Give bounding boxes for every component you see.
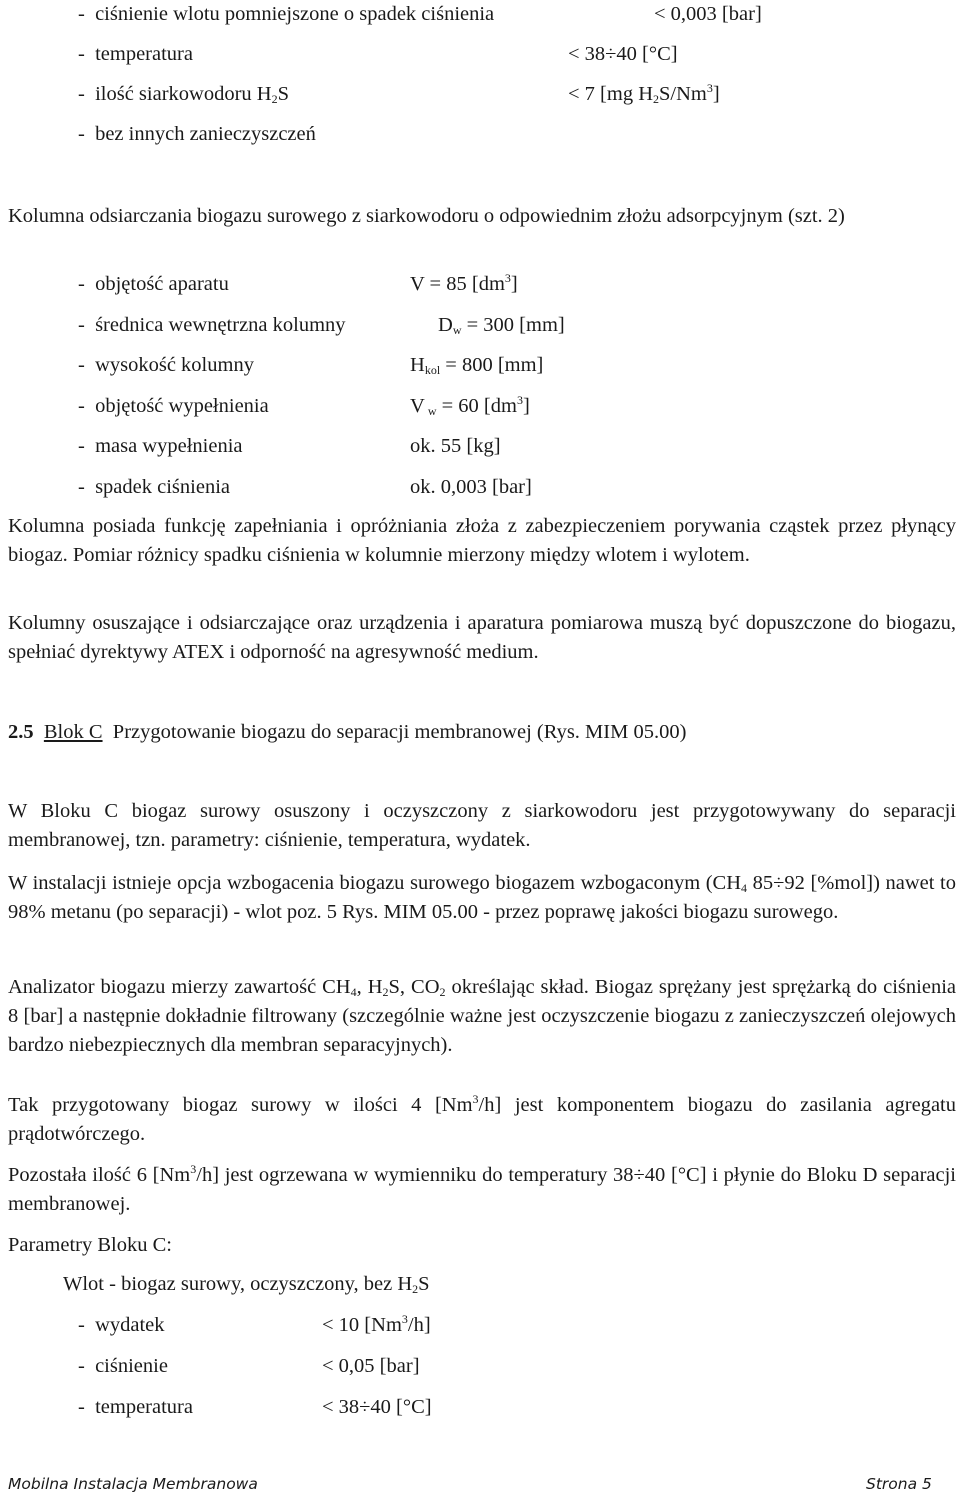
param-value: $H_{kol} = 800$ [mm] bbox=[410, 354, 544, 377]
param-row: - temperatura bbox=[78, 1396, 193, 1418]
paragraph-instalacja: W instalacji istnieje opcja wzbogacenia biogazu surowego biogazem wzbogaconym ($CH_4$ 85÷92 [%mol]) nawet to 98% metanu (po separacji) - wlot poz. 5 Rys. MIM 05.00 - przez poprawę jakości biogazu surowego. bbox=[8, 872, 957, 923]
list-item: - ciśnienie wlotu pomniejszone o spadek ciśnienia bbox=[78, 3, 495, 25]
kolumna-intro: Kolumna odsiarczania biogazu surowego z siarkowodoru o odpowiednim złożu adsorpcyjnym (szt. 2) bbox=[8, 205, 845, 227]
param-row: - masa wypełnienia bbox=[78, 435, 243, 457]
list-item-label: ciśnienie wlotu pomniejszone o spadek ciśnienia bbox=[95, 3, 495, 25]
wlot-line: Wlot - biogaz surowy, oczyszczony, bez $H_2S$ bbox=[63, 1273, 430, 1296]
param-value: ok. 0,003 [bar] bbox=[410, 476, 532, 498]
param-row: - średnica wewnętrzna kolumny bbox=[78, 314, 346, 336]
paragraph-analizator: Analizator biogazu mierzy zawartość $CH_4$, $H_2S$, $CO_2$ określając skład. Biogaz sprężany jest sprężarką do ciśnienia 8 [bar] a następnie dokładnie filtrowany (szczególnie ważne jest oczyszczenie biogazu z zanieczyszczeń olejowych bardzo niebezpiecznych dla membran separacyjnych). bbox=[8, 976, 957, 1056]
list-item-value: < 7 [mg $H_2S/Nm^3$] bbox=[568, 81, 720, 106]
param-value: < 10 [Nm$^3$/h] bbox=[322, 1312, 431, 1336]
param-value: V $_w$ = 60 $[dm^3]$ bbox=[410, 393, 530, 418]
list-item-value: < 38÷40 [°C] bbox=[568, 43, 678, 65]
list-item: - bez innych zanieczyszczeń bbox=[78, 123, 316, 145]
list-item: - ilość siarkowodoru $H_2S$ bbox=[78, 83, 289, 106]
param-row: - ciśnienie bbox=[78, 1355, 168, 1377]
section-heading bbox=[8, 718, 686, 747]
parametry-title: Parametry Bloku C: bbox=[8, 1234, 172, 1256]
list-item: - temperatura bbox=[78, 43, 193, 65]
param-row: - objętość wypełnienia bbox=[78, 395, 269, 417]
section-title: Przygotowanie biogazu do separacji membranowej (Rys. MIM 05.00) bbox=[112, 721, 687, 743]
section-number: 2.5 bbox=[8, 721, 34, 743]
param-value: < 38÷40 [°C] bbox=[322, 1396, 432, 1418]
param-row: - spadek ciśnienia bbox=[78, 476, 230, 498]
paragraph-blok-c: W Bloku C biogaz surowy osuszony i oczyszczony z siarkowodoru jest przygotowywany do separacji membranowej, tzn. parametry: ciśnienie, temperatura, wydatek. bbox=[8, 800, 956, 851]
section-block: Blok C bbox=[43, 721, 103, 743]
param-row: - objętość aparatu bbox=[78, 273, 229, 295]
footer-page-number: Strona 5 bbox=[866, 1475, 932, 1493]
paragraph-kolumna-func: Kolumna posiada funkcję zapełniania i opróżniania złoża z zabezpieczeniem porywania cząstek przez płynący biogaz. Pomiar różnicy spadku ciśnienia w kolumnie mierzony między wlotem i wylotem. bbox=[8, 515, 956, 566]
list-item-label: bez innych zanieczyszczeń bbox=[95, 123, 316, 145]
param-value: V = 85 $[dm^3]$ bbox=[410, 271, 518, 295]
list-item-value: < 0,003 [bar] bbox=[654, 3, 762, 25]
paragraph-tak: Tak przygotowany biogaz surowy w ilości 4 [Nm$^3$/h] jest komponentem biogazu do zasilania agregatu prądotwórczego. bbox=[8, 1092, 956, 1145]
param-value: < 0,05 [bar] bbox=[322, 1355, 420, 1377]
param-row: - wysokość kolumny bbox=[78, 354, 254, 376]
param-value: $D_w = 300$ [mm] bbox=[438, 314, 565, 337]
paragraph-pozostala: Pozostała ilość 6 [Nm$^3$/h] jest ogrzewana w wymienniku do temperatury 38÷40 [°C] i płynie do Bloku D separacji membranowej. bbox=[8, 1162, 956, 1215]
param-value: ok. 55 [kg] bbox=[410, 435, 501, 457]
footer-left: Mobilna Instalacja Membranowa bbox=[8, 1475, 258, 1493]
list-item-label: temperatura bbox=[95, 43, 193, 65]
param-row: - wydatek bbox=[78, 1314, 165, 1336]
paragraph-atex: Kolumny osuszające i odsiarczające oraz urządzenia i aparatura pomiarowa muszą być dopuszczone do biogazu, spełniać dyrektywy ATEX i odporność na agresywność medium. bbox=[8, 612, 956, 663]
